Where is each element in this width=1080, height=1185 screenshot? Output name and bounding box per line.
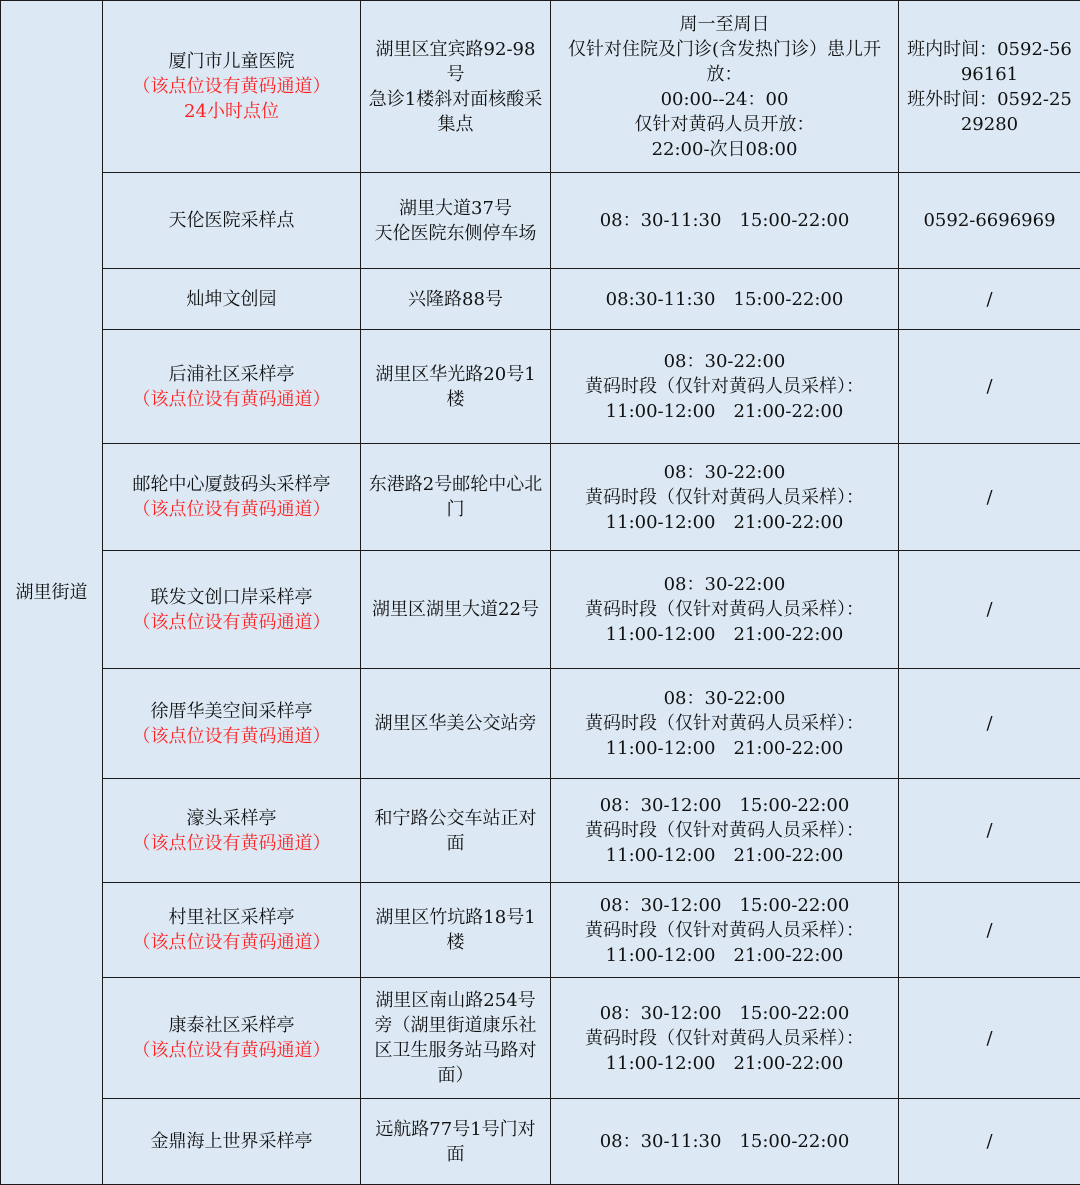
cell-line: 远航路77号1号门对面 (367, 1117, 544, 1167)
cell-line: 湖里区南山路254号旁（湖里街道康乐社区卫生服务站马路对面） (367, 988, 544, 1088)
cell-line: 东港路2号邮轮中心北门 (367, 472, 544, 522)
address-cell (361, 269, 551, 330)
cell-line: 周一至周日 (557, 12, 892, 37)
cell-line: / (905, 1129, 1074, 1154)
table-row (1, 173, 1080, 269)
cell-line: 11:00-12:00 21:00-22:00 (557, 510, 892, 535)
cell-line: 黄码时段（仅针对黄码人员采样）： (557, 918, 892, 943)
site-name: 灿坤文创园 (109, 287, 354, 312)
cell-line: 班外时间：0592-2529280 (905, 87, 1074, 137)
cell-line: 08：30-22:00 (557, 349, 892, 374)
yellow-code-note: （该点位设有黄码通道） (109, 610, 354, 635)
site-name-cell (103, 978, 361, 1099)
site-name: 徐厝华美空间采样亭 (109, 699, 354, 724)
table-row (1, 1, 1080, 173)
cell-line: 11:00-12:00 21:00-22:00 (557, 736, 892, 761)
hours-cell (551, 173, 899, 269)
site-name-cell (103, 330, 361, 444)
hours-cell (551, 1, 899, 173)
hours-cell (551, 779, 899, 883)
cell-line: 11:00-12:00 21:00-22:00 (557, 943, 892, 968)
cell-line: 08：30-12:00 15:00-22:00 (557, 793, 892, 818)
cell-line: 08:30-11:30 15:00-22:00 (557, 287, 892, 312)
site-name: 天伦医院采样点 (109, 208, 354, 233)
phone-cell (899, 978, 1080, 1099)
cell-line: 湖里区湖里大道22号 (367, 597, 544, 622)
cell-line: 黄码时段（仅针对黄码人员采样）： (557, 711, 892, 736)
cell-line: 黄码时段（仅针对黄码人员采样）： (557, 818, 892, 843)
site-name-cell (103, 883, 361, 978)
cell-line: 黄码时段（仅针对黄码人员采样）： (557, 374, 892, 399)
cell-line: 黄码时段（仅针对黄码人员采样）： (557, 485, 892, 510)
cell-line: 08：30-12:00 15:00-22:00 (557, 893, 892, 918)
site-name-cell (103, 444, 361, 551)
table-row (1, 330, 1080, 444)
cell-line: 黄码时段（仅针对黄码人员采样）： (557, 597, 892, 622)
cell-line: 仅针对黄码人员开放： (557, 112, 892, 137)
site-name-cell (103, 173, 361, 269)
site-name-cell (103, 551, 361, 669)
table-row (1, 444, 1080, 551)
yellow-code-note: （该点位设有黄码通道） (109, 497, 354, 522)
cell-line: / (905, 485, 1074, 510)
cell-line: 08：30-22:00 (557, 460, 892, 485)
site-name: 后浦社区采样亭 (109, 362, 354, 387)
address-cell (361, 1099, 551, 1185)
address-cell (361, 173, 551, 269)
district-cell: 湖里街道 (1, 1, 103, 1185)
table-row (1, 1099, 1080, 1185)
cell-line: / (905, 1026, 1074, 1051)
cell-line: 11:00-12:00 21:00-22:00 (557, 399, 892, 424)
address-cell (361, 883, 551, 978)
table-row (1, 551, 1080, 669)
cell-line: 天伦医院东侧停车场 (367, 221, 544, 246)
yellow-code-note: （该点位设有黄码通道） (109, 724, 354, 749)
hours-cell (551, 883, 899, 978)
cell-line: / (905, 711, 1074, 736)
phone-cell (899, 444, 1080, 551)
address-cell (361, 779, 551, 883)
cell-line: / (905, 818, 1074, 843)
yellow-code-note: （该点位设有黄码通道） (109, 930, 354, 955)
phone-cell (899, 1099, 1080, 1185)
phone-cell (899, 330, 1080, 444)
phone-cell (899, 173, 1080, 269)
site-name: 邮轮中心厦鼓码头采样亭 (109, 472, 354, 497)
address-cell (361, 330, 551, 444)
address-cell (361, 1, 551, 173)
all-day-note: 24小时点位 (109, 99, 354, 124)
cell-line: 湖里区华光路20号1楼 (367, 362, 544, 412)
hours-cell (551, 330, 899, 444)
site-name: 康泰社区采样亭 (109, 1013, 354, 1038)
cell-line: 08：30-22:00 (557, 572, 892, 597)
site-name: 联发文创口岸采样亭 (109, 585, 354, 610)
hours-cell (551, 669, 899, 779)
cell-line: / (905, 287, 1074, 312)
cell-line: 兴隆路88号 (367, 287, 544, 312)
table-row (1, 779, 1080, 883)
site-name-cell (103, 669, 361, 779)
cell-line: 08：30-22:00 (557, 686, 892, 711)
site-name-cell (103, 269, 361, 330)
cell-line: 00:00--24：00 (557, 87, 892, 112)
site-name: 厦门市儿童医院 (109, 49, 354, 74)
yellow-code-note: （该点位设有黄码通道） (109, 74, 354, 99)
yellow-code-note: （该点位设有黄码通道） (109, 387, 354, 412)
cell-line: / (905, 597, 1074, 622)
table-row (1, 269, 1080, 330)
site-name: 濠头采样亭 (109, 806, 354, 831)
cell-line: 11:00-12:00 21:00-22:00 (557, 622, 892, 647)
address-cell (361, 444, 551, 551)
cell-line: 黄码时段（仅针对黄码人员采样）： (557, 1026, 892, 1051)
phone-cell (899, 883, 1080, 978)
hours-cell (551, 978, 899, 1099)
site-name-cell (103, 1099, 361, 1185)
cell-line: 湖里区宜宾路92-98号 (367, 37, 544, 87)
table-row (1, 669, 1080, 779)
site-name-cell (103, 1, 361, 173)
cell-line: 和宁路公交车站正对面 (367, 806, 544, 856)
address-cell (361, 669, 551, 779)
cell-line: 湖里区华美公交站旁 (367, 711, 544, 736)
cell-line: 班内时间：0592-5696161 (905, 37, 1074, 87)
site-name: 金鼎海上世界采样亭 (109, 1129, 354, 1154)
address-cell (361, 978, 551, 1099)
phone-cell (899, 779, 1080, 883)
cell-line: 08：30-12:00 15:00-22:00 (557, 1001, 892, 1026)
phone-cell (899, 669, 1080, 779)
yellow-code-note: （该点位设有黄码通道） (109, 1038, 354, 1063)
cell-line: 11:00-12:00 21:00-22:00 (557, 1051, 892, 1076)
table-row (1, 883, 1080, 978)
phone-cell (899, 1, 1080, 173)
cell-line: 湖里区竹坑路18号1楼 (367, 905, 544, 955)
cell-line: 仅针对住院及门诊(含发热门诊）患儿开放： (557, 37, 892, 87)
hours-cell (551, 444, 899, 551)
cell-line: 22:00-次日08:00 (557, 137, 892, 162)
yellow-code-note: （该点位设有黄码通道） (109, 831, 354, 856)
hours-cell (551, 1099, 899, 1185)
cell-line: / (905, 374, 1074, 399)
cell-line: 0592-6696969 (905, 208, 1074, 233)
table-row (1, 978, 1080, 1099)
cell-line: 08：30-11:30 15:00-22:00 (557, 1129, 892, 1154)
phone-cell (899, 551, 1080, 669)
site-name-cell (103, 779, 361, 883)
cell-line: / (905, 918, 1074, 943)
phone-cell (899, 269, 1080, 330)
cell-line: 11:00-12:00 21:00-22:00 (557, 843, 892, 868)
cell-line: 急诊1楼斜对面核酸采集点 (367, 87, 544, 137)
site-name: 村里社区采样亭 (109, 905, 354, 930)
hours-cell (551, 269, 899, 330)
hours-cell (551, 551, 899, 669)
cell-line: 湖里大道37号 (367, 196, 544, 221)
cell-line: 08：30-11:30 15:00-22:00 (557, 208, 892, 233)
address-cell (361, 551, 551, 669)
